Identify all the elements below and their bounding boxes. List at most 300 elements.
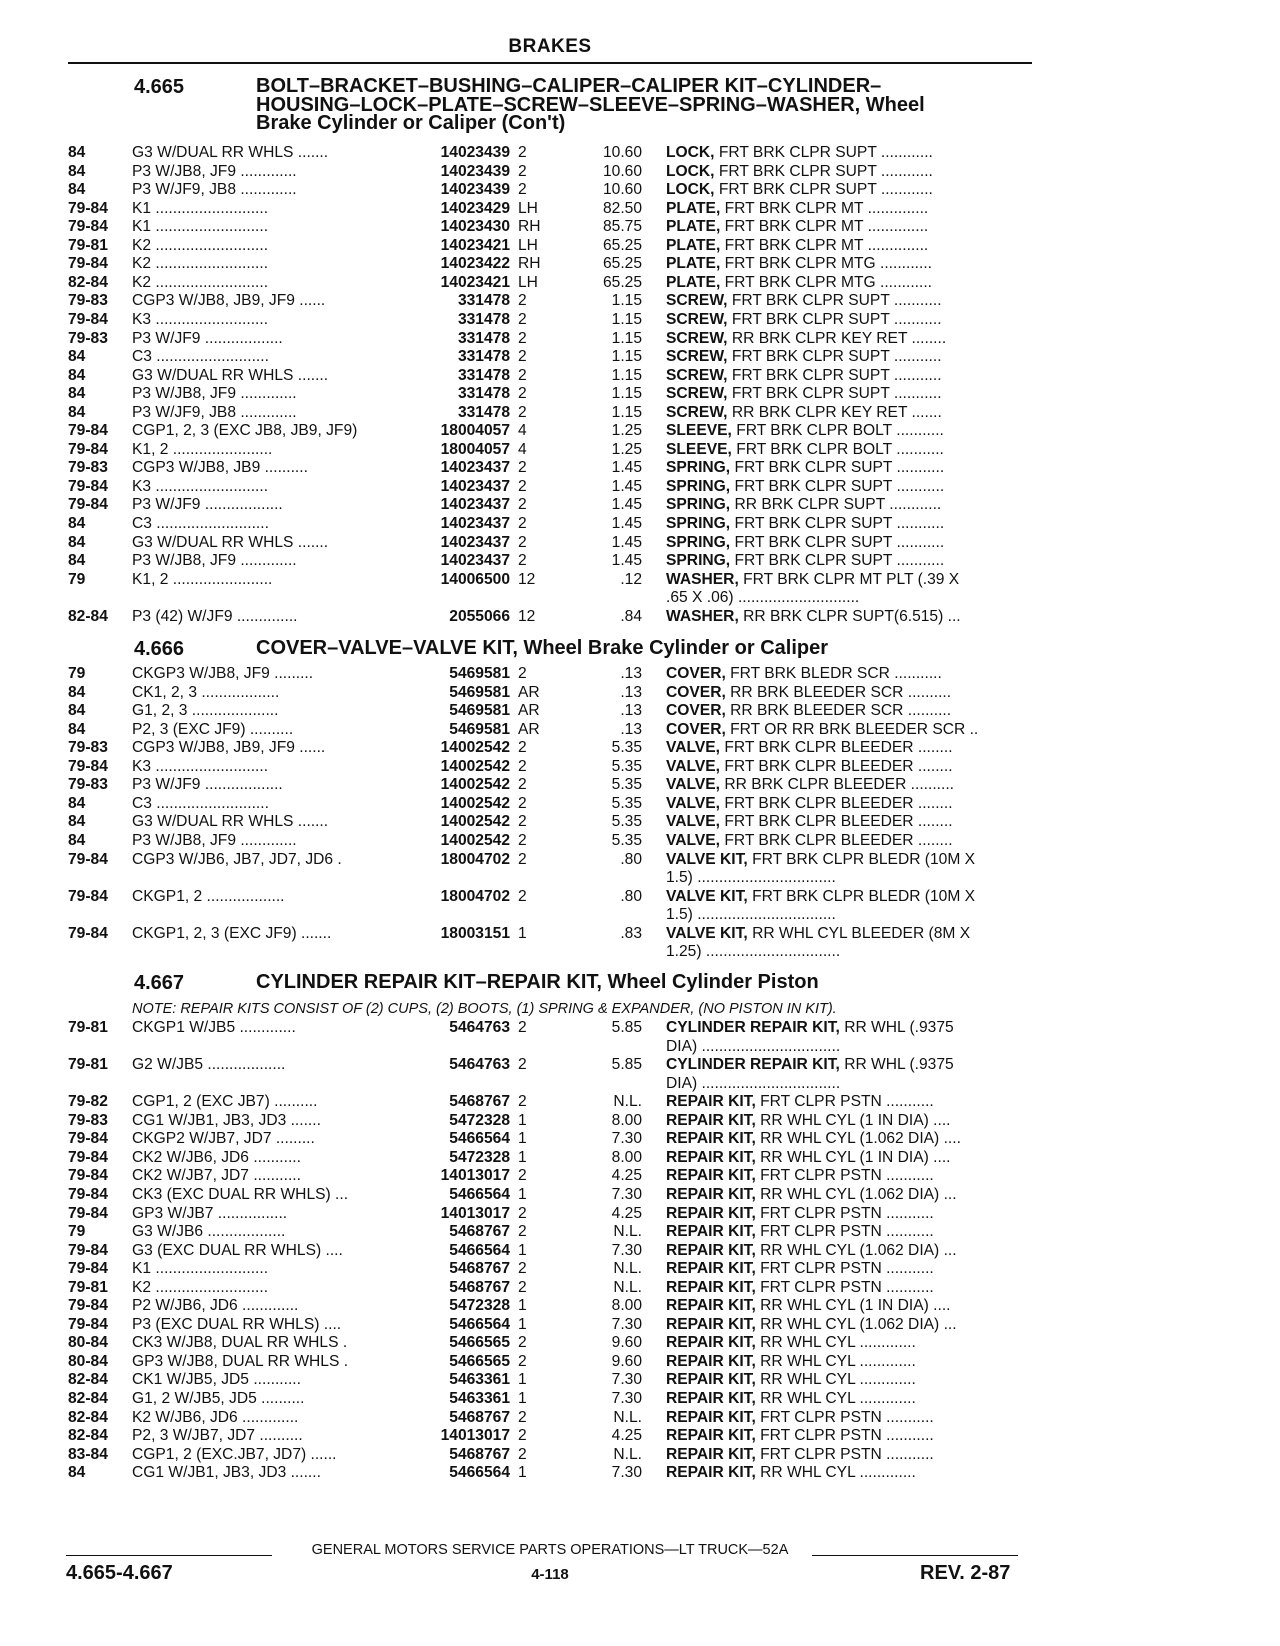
part-name: REPAIR KIT, [666, 1427, 756, 1445]
part-detail: FRT BRK CLPR SUPT ........... [730, 552, 945, 570]
price: 5.35 [611, 776, 642, 794]
part-number: 331478 [457, 329, 510, 347]
part-name: SCREW, [666, 348, 728, 366]
part-detail: FRT CLPR PSTN ........... [755, 1408, 934, 1426]
parts-row [0, 1371, 1040, 1390]
part-name: REPAIR KIT, [666, 1148, 756, 1166]
part-number: 5469581 [449, 665, 510, 682]
part-description [666, 1334, 1038, 1353]
application: K2 .......................... [132, 273, 269, 291]
price: 5.35 [611, 739, 642, 757]
application: GP3 W/JB8, DUAL RR WHLS . [132, 1352, 349, 1370]
quantity: 1 [518, 1390, 527, 1407]
part-name: CYLINDER REPAIR KIT, [666, 1019, 840, 1036]
price: 1.45 [611, 477, 642, 495]
application: K1, 2 ....................... [132, 440, 273, 458]
part-name: REPAIR KIT, [666, 1390, 756, 1407]
parts-row [0, 367, 1040, 386]
part-description [666, 795, 1038, 814]
application: CGP3 W/JB6, JB7, JD7, JD6 . [132, 850, 342, 868]
price: 1.45 [611, 496, 642, 514]
model-year: 79-84 [68, 199, 108, 217]
part-number: 18004057 [440, 440, 510, 458]
quantity: 2 [518, 739, 527, 757]
part-detail: FRT BRK CLPR SUPT ............ [714, 181, 933, 199]
quantity: 2 [518, 292, 527, 310]
part-description [666, 1316, 1038, 1335]
model-year: 79-83 [68, 459, 108, 477]
application: P3 W/JF9 .................. [132, 496, 283, 514]
price: .13 [620, 702, 642, 720]
application: K3 .......................... [132, 477, 269, 495]
price: 65.25 [602, 236, 642, 254]
part-detail: FRT CLPR PSTN ........... [755, 1445, 934, 1463]
model-year: 84 [68, 348, 86, 366]
application: K1 .......................... [132, 199, 269, 217]
application: CGP3 W/JB8, JB9, JF9 ...... [132, 739, 326, 757]
section-title-line: COVER–VALVE–VALVE KIT, Wheel Brake Cylinder or Caliper [256, 637, 829, 659]
part-name: WASHER, [666, 570, 739, 588]
part-detail: RR WHL CYL BLEEDER (8M X [747, 924, 971, 942]
part-detail: FRT BRK CLPR BLEEDER ........ [720, 739, 953, 757]
part-description [666, 348, 1038, 367]
quantity: 2 [518, 329, 527, 347]
part-number: 331478 [457, 366, 510, 384]
part-detail: FRT BRK CLPR MT .............. [720, 236, 929, 254]
quantity: 1 [518, 1371, 527, 1389]
price: 1.25 [611, 422, 642, 440]
parts-row [0, 813, 1040, 832]
price: 8.00 [611, 1111, 642, 1129]
quantity: AR [518, 702, 540, 720]
part-name: SPRING, [666, 477, 731, 495]
price: 5.35 [611, 813, 642, 831]
parts-row [0, 1316, 1040, 1335]
parts-row [0, 311, 1040, 330]
price: 1.45 [611, 533, 642, 551]
model-year: 79-84 [68, 1315, 108, 1333]
application: CKGP1, 2 .................. [132, 887, 285, 905]
application: G3 W/DUAL RR WHLS ....... [132, 144, 329, 161]
application: CKGP1, 2, 3 (EXC JF9) ....... [132, 924, 332, 942]
part-name: PLATE, [666, 255, 721, 273]
price: 1.15 [611, 310, 642, 328]
part-number: 14023437 [440, 552, 510, 570]
quantity: 12 [518, 570, 536, 588]
parts-row [0, 1242, 1040, 1261]
parts-row [0, 1297, 1040, 1316]
quantity: 1 [518, 1464, 527, 1482]
price: N.L. [613, 1223, 642, 1241]
application: P2, 3 W/JB7, JD7 .......... [132, 1427, 303, 1445]
part-detail: RR WHL CYL (1.062 DIA) ... [755, 1185, 957, 1203]
price: N.L. [613, 1260, 642, 1278]
part-name: PLATE, [666, 218, 721, 236]
parts-row [0, 1167, 1040, 1186]
parts-row [0, 1093, 1040, 1112]
quantity: 2 [518, 385, 527, 403]
part-description [666, 571, 1038, 590]
part-description [666, 1149, 1038, 1168]
part-description [666, 925, 1038, 944]
application: P2, 3 (EXC JF9) .......... [132, 720, 294, 738]
part-name: SPRING, [666, 552, 731, 570]
part-detail: FRT BRK CLPR BLEDR (10M X [747, 850, 976, 868]
parts-row [0, 1279, 1040, 1298]
part-name: SPRING, [666, 533, 731, 551]
part-description [666, 813, 1038, 832]
model-year: 79-84 [68, 1130, 108, 1148]
part-name: REPAIR KIT, [666, 1185, 756, 1203]
part-detail: FRT BRK CLPR MT .............. [720, 218, 929, 236]
part-number: 5463361 [449, 1390, 510, 1407]
parts-row [0, 851, 1040, 870]
price: 65.25 [602, 273, 642, 291]
model-year: 79-84 [68, 1148, 108, 1166]
part-number: 5468767 [449, 1408, 510, 1426]
parts-row [0, 1149, 1040, 1168]
parts-row [0, 515, 1040, 534]
part-detail: RR BRK CLPR BLEEDER .......... [720, 776, 954, 794]
quantity: 1 [518, 1130, 527, 1148]
model-year: 79-83 [68, 292, 108, 310]
part-name: VALVE KIT, [666, 924, 748, 942]
model-year: 82-84 [68, 1427, 108, 1445]
part-description [666, 274, 1038, 293]
model-year: 82-84 [68, 607, 108, 625]
part-description [666, 832, 1038, 851]
part-number: 331478 [457, 310, 510, 328]
application: K1 .......................... [132, 1260, 269, 1278]
quantity: 2 [518, 1427, 527, 1445]
price: 7.30 [611, 1185, 642, 1203]
part-number: 14023422 [440, 255, 510, 273]
application: GP3 W/JB7 ................ [132, 1204, 288, 1222]
section-number: 4.667 [134, 972, 185, 994]
part-description [666, 1371, 1038, 1390]
part-description [666, 1390, 1038, 1409]
price: .13 [620, 683, 642, 701]
part-name: PLATE, [666, 273, 721, 291]
model-year: 79-84 [68, 218, 108, 236]
model-year: 79-84 [68, 477, 108, 495]
parts-row [0, 459, 1040, 478]
parts-row [0, 218, 1040, 237]
price: .80 [620, 887, 642, 905]
part-number: 5468767 [449, 1093, 510, 1111]
part-number: 331478 [457, 348, 510, 366]
model-year: 79-84 [68, 1204, 108, 1222]
part-detail: FRT CLPR PSTN ........... [755, 1093, 934, 1111]
quantity: 2 [518, 1278, 527, 1296]
part-description [666, 1353, 1038, 1372]
part-number: 5466564 [449, 1185, 510, 1203]
application: P3 W/JB8, JF9 ............. [132, 162, 297, 180]
part-description [666, 665, 1038, 684]
part-description [666, 1446, 1038, 1465]
quantity: LH [518, 273, 538, 291]
part-detail: FRT BRK CLPR MT PLT (.39 X [738, 570, 960, 588]
part-name: COVER, [666, 665, 726, 682]
parts-row [0, 422, 1040, 441]
quantity: 4 [518, 440, 527, 458]
model-year: 79-84 [68, 1241, 108, 1259]
part-description [666, 200, 1038, 219]
model-year: 79-84 [68, 757, 108, 775]
application: P3 W/JF9, JB8 ............. [132, 403, 297, 421]
price: 5.35 [611, 757, 642, 775]
part-number: 5472328 [449, 1111, 510, 1129]
parts-row [0, 1409, 1040, 1428]
part-detail: RR WHL (.9375 [839, 1056, 954, 1074]
part-number: 14002542 [440, 739, 510, 757]
part-name: REPAIR KIT, [666, 1315, 756, 1333]
parts-row [0, 1112, 1040, 1131]
price: .13 [620, 665, 642, 682]
part-number: 331478 [457, 403, 510, 421]
part-number: 14023421 [440, 273, 510, 291]
part-name: SCREW, [666, 292, 728, 310]
part-description-continued: 1.5) ................................ [666, 869, 836, 887]
application: C3 .......................... [132, 794, 269, 812]
price: 9.60 [611, 1352, 642, 1370]
part-description [666, 422, 1038, 441]
model-year: 79-84 [68, 1260, 108, 1278]
application: K2 .......................... [132, 236, 269, 254]
part-description [666, 1056, 1038, 1075]
application: K2 .......................... [132, 255, 269, 273]
quantity: 2 [518, 1408, 527, 1426]
part-detail: FRT BRK CLPR BOLT ........... [731, 440, 944, 458]
model-year: 84 [68, 181, 86, 199]
parts-row [0, 684, 1040, 703]
part-number: 14023429 [440, 199, 510, 217]
part-detail: FRT BRK CLPR SUPT ........... [727, 366, 942, 384]
quantity: LH [518, 199, 538, 217]
part-detail: FRT CLPR PSTN ........... [755, 1278, 934, 1296]
application: G1, 2, 3 .................... [132, 702, 279, 720]
part-number: 5463361 [449, 1371, 510, 1389]
part-description [666, 684, 1038, 703]
parts-row [0, 163, 1040, 182]
model-year: 84 [68, 552, 86, 570]
part-number: 5464763 [449, 1056, 510, 1074]
application: CK2 W/JB7, JD7 ........... [132, 1167, 301, 1185]
part-detail: FRT BRK CLPR SUPT ........... [730, 477, 945, 495]
price: 1.25 [611, 440, 642, 458]
part-description [666, 888, 1038, 907]
parts-row [0, 237, 1040, 256]
quantity: 2 [518, 1445, 527, 1463]
part-description [666, 1093, 1038, 1112]
price: 7.30 [611, 1464, 642, 1482]
parts-row [0, 1186, 1040, 1205]
part-name: VALVE, [666, 831, 721, 849]
part-detail: RR BRK CLPR KEY RET ........ [727, 329, 947, 347]
part-description-continued: 1.25) ............................... [666, 943, 841, 961]
part-number: 14013017 [440, 1204, 510, 1222]
part-description [666, 1205, 1038, 1224]
price: 1.45 [611, 552, 642, 570]
price: 7.30 [611, 1315, 642, 1333]
price: .12 [620, 570, 642, 588]
part-number: 5468767 [449, 1260, 510, 1278]
part-description [666, 292, 1038, 311]
quantity: 2 [518, 348, 527, 366]
part-name: LOCK, [666, 181, 715, 199]
part-description [666, 1112, 1038, 1131]
application: CKGP1 W/JB5 ............. [132, 1019, 296, 1036]
price: 1.15 [611, 292, 642, 310]
quantity: 1 [518, 1241, 527, 1259]
model-year: 79-83 [68, 739, 108, 757]
part-name: SLEEVE, [666, 440, 732, 458]
part-detail: RR WHL CYL (1.062 DIA) ... [755, 1241, 957, 1259]
part-number: 5468767 [449, 1223, 510, 1241]
quantity: RH [518, 218, 541, 236]
part-number: 14002542 [440, 757, 510, 775]
part-name: LOCK, [666, 144, 715, 161]
part-detail: RR BRK CLPR KEY RET ....... [727, 403, 942, 421]
part-description [666, 367, 1038, 386]
quantity: 2 [518, 403, 527, 421]
quantity: 2 [518, 459, 527, 477]
footer-page-number: 4-118 [531, 1566, 569, 1583]
part-description [666, 163, 1038, 182]
model-year: 84 [68, 720, 86, 738]
part-description-continued: 1.5) ................................ [666, 906, 836, 924]
section-note: NOTE: REPAIR KITS CONSIST OF (2) CUPS, (2) BOOTS, (1) SPRING & EXPANDER, (NO PISTON IN KIT). [132, 1001, 837, 1017]
part-description [666, 311, 1038, 330]
part-number: 5466565 [449, 1352, 510, 1370]
part-description [666, 1186, 1038, 1205]
part-description [666, 776, 1038, 795]
part-description [666, 534, 1038, 553]
part-description [666, 1297, 1038, 1316]
price: 7.30 [611, 1130, 642, 1148]
part-detail: RR WHL CYL ............. [755, 1371, 916, 1389]
part-number: 14023437 [440, 533, 510, 551]
model-year: 79-84 [68, 924, 108, 942]
application: P3 (EXC DUAL RR WHLS) .... [132, 1315, 342, 1333]
quantity: 2 [518, 533, 527, 551]
model-year: 79-84 [68, 1167, 108, 1185]
part-description [666, 758, 1038, 777]
model-year: 80-84 [68, 1352, 108, 1370]
application: K3 .......................... [132, 310, 269, 328]
part-name: VALVE, [666, 794, 721, 812]
part-description [666, 1167, 1038, 1186]
part-name: REPAIR KIT, [666, 1464, 756, 1482]
part-detail: FRT CLPR PSTN ........... [755, 1260, 934, 1278]
price: 7.30 [611, 1371, 642, 1389]
part-number: 14013017 [440, 1167, 510, 1185]
parts-row [0, 1019, 1040, 1038]
application: G2 W/JB5 .................. [132, 1056, 286, 1074]
footer-section-range: 4.665-4.667 [66, 1562, 173, 1584]
part-number: 5469581 [449, 720, 510, 738]
part-detail: FRT CLPR PSTN ........... [755, 1167, 934, 1185]
part-number: 5466565 [449, 1334, 510, 1352]
part-number: 14023439 [440, 144, 510, 161]
parts-row [0, 795, 1040, 814]
part-description [666, 1260, 1038, 1279]
quantity: 2 [518, 1019, 527, 1036]
part-detail: RR WHL CYL (1 IN DIA) .... [755, 1111, 951, 1129]
price: 5.35 [611, 794, 642, 812]
parts-row [0, 665, 1040, 684]
quantity: 1 [518, 1297, 527, 1315]
part-description [666, 1242, 1038, 1261]
model-year: 82-84 [68, 1371, 108, 1389]
quantity: 2 [518, 310, 527, 328]
part-detail: FRT BRK CLPR BLEEDER ........ [720, 794, 953, 812]
quantity: 2 [518, 515, 527, 532]
part-detail: FRT BRK CLPR SUPT ............ [714, 144, 933, 161]
part-detail: RR BRK CLPR SUPT(6.515) ... [738, 607, 961, 625]
model-year: 84 [68, 702, 86, 720]
model-year: 84 [68, 366, 86, 384]
model-year: 84 [68, 831, 86, 849]
quantity: 2 [518, 776, 527, 794]
application: P3 W/JB8, JF9 ............. [132, 831, 297, 849]
part-number: 14023439 [440, 162, 510, 180]
price: .84 [620, 607, 642, 625]
part-number: 18004702 [440, 887, 510, 905]
part-description [666, 851, 1038, 870]
part-name: SCREW, [666, 403, 728, 421]
price: 10.60 [602, 144, 642, 161]
parts-row [0, 1334, 1040, 1353]
part-description-continued: DIA) ................................ [666, 1037, 841, 1055]
price: 8.00 [611, 1297, 642, 1315]
model-year: 80-84 [68, 1334, 108, 1352]
part-detail: FRT BRK CLPR MTG ............ [720, 273, 933, 291]
part-name: VALVE, [666, 757, 721, 775]
model-year: 79-82 [68, 1093, 108, 1111]
price: 5.35 [611, 831, 642, 849]
model-year: 79-84 [68, 440, 108, 458]
quantity: 1 [518, 1111, 527, 1129]
model-year: 79-81 [68, 236, 108, 254]
parts-row [0, 552, 1040, 571]
part-detail: RR WHL CYL ............. [755, 1390, 916, 1407]
part-detail: RR WHL CYL (1 IN DIA) .... [755, 1148, 951, 1166]
part-detail: FRT BRK CLPR MT .............. [720, 199, 929, 217]
part-name: REPAIR KIT, [666, 1204, 756, 1222]
section-title-line: CYLINDER REPAIR KIT–REPAIR KIT, Wheel Cylinder Piston [256, 971, 819, 993]
quantity: AR [518, 683, 540, 701]
price: 1.15 [611, 329, 642, 347]
part-name: REPAIR KIT, [666, 1278, 756, 1296]
model-year: 79 [68, 665, 86, 682]
part-name: VALVE KIT, [666, 887, 748, 905]
part-detail: FRT BRK CLPR BLEEDER ........ [720, 831, 953, 849]
quantity: 2 [518, 366, 527, 384]
parts-row [0, 478, 1040, 497]
part-description [666, 1464, 1038, 1483]
part-description [666, 1279, 1038, 1298]
quantity: 2 [518, 1352, 527, 1370]
part-name: PLATE, [666, 199, 721, 217]
part-name: SPRING, [666, 515, 731, 532]
price: 1.15 [611, 348, 642, 366]
model-year: 79-84 [68, 1297, 108, 1315]
part-detail: RR BRK BLEEDER SCR .......... [725, 702, 952, 720]
parts-row [0, 758, 1040, 777]
part-description [666, 1223, 1038, 1242]
quantity: 1 [518, 1185, 527, 1203]
